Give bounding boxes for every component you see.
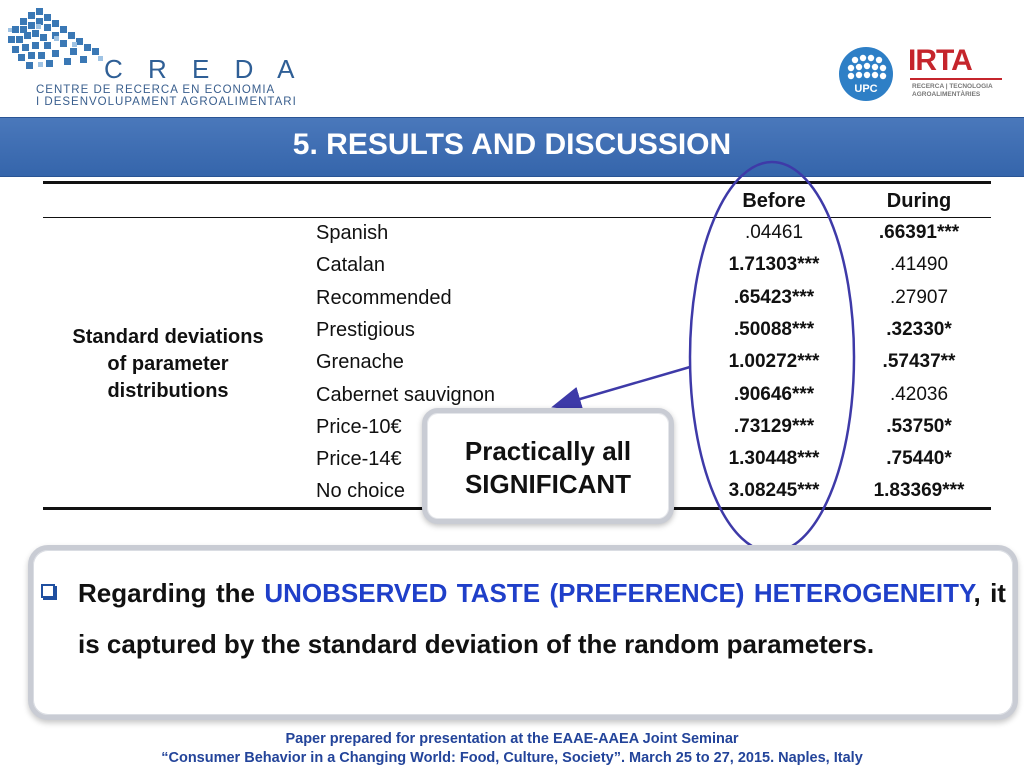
value-before: 1.30448*** [728,448,820,470]
summary-box [28,545,1018,720]
irta-logo-bar [910,78,1002,80]
value-during: .41490 [889,254,949,276]
row-name: Price-10€ [316,415,402,438]
value-during: .53750* [886,415,952,437]
table-row [316,222,986,254]
table-row [316,254,986,286]
value-during: 1.83369*** [873,480,965,502]
creda-subtitle-line: CENTRE DE RECERCA EN ECONOMIA [36,84,276,96]
value-before: 3.08245*** [728,480,820,502]
summary-highlight: TASTE [456,578,541,608]
value-before: .04461 [744,222,804,243]
row-group-label-line: distributions [107,380,229,402]
table-row [316,351,986,383]
value-before: .65423*** [733,286,815,308]
irta-logo-name: IRTA [908,44,972,77]
summary-highlight: UNOBSERVED [264,578,448,608]
row-name: Catalan [316,254,385,277]
callout-box [422,408,674,524]
callout-text [427,435,669,501]
row-name: Prestigious [316,318,415,341]
value-before: 1.71303*** [728,254,820,276]
creda-logo-subtitle [36,84,297,108]
row-name: Spanish [316,222,389,244]
table-header-rule [43,217,991,218]
row-name: Grenache [316,351,404,374]
footer-line-2: “Consumer Behavior in a Changing World: Food, Culture, Society”. March 25 to 27, 2015. Naples, Italy [161,750,863,766]
checkbox-bullet-icon [41,584,55,598]
row-name: Recommended [316,286,452,309]
value-before: .90646*** [733,383,815,405]
upc-logo-text: UPC [854,83,878,95]
summary-text [78,568,1006,670]
row-group-label [52,324,284,405]
summary-highlight: HETEROGENEITY [753,578,974,608]
table-top-rule [43,181,991,184]
page-title: 5. RESULTS AND DISCUSSION [292,128,732,161]
callout-line: Practically all [464,436,632,466]
value-before: .50088*** [733,318,815,340]
summary-rest: , it is captured by the standard deviation of the random parameters. [78,578,1006,659]
value-during: .27907 [889,286,949,308]
value-during: .66391*** [878,222,960,243]
value-during: .75440* [886,448,952,470]
column-header-before: Before [742,190,806,212]
value-during: .42036 [889,383,949,405]
irta-logo-icon [908,46,1004,100]
table-row [316,319,986,351]
row-group-label-line: of parameter [107,353,229,375]
irta-logo-line: AGROALIMENTÀRIES [912,91,981,98]
creda-subtitle-line: I DESENVOLUPAMENT AGROALIMENTARI [36,96,297,108]
column-header-during: During [886,190,952,212]
row-name: No choice [316,480,405,503]
irta-logo-line: RECERCA | TECNOLOGIA [912,83,993,90]
row-name: Cabernet sauvignon [316,383,496,406]
row-name: Price-14€ [316,448,402,471]
value-before: .73129*** [733,415,815,437]
summary-highlight: (PREFERENCE) [549,578,745,608]
value-during: .57437** [882,351,956,373]
summary-word: Regarding [78,578,207,608]
creda-logo-name: C R E D A [104,54,304,84]
creda-logo-icon [8,8,108,72]
value-during: .32330* [886,318,952,340]
row-group-label-line: Standard deviations [72,326,264,348]
table-row [316,287,986,319]
callout-line: SIGNIFICANT [464,469,632,499]
summary-word: the [215,578,255,608]
footer-line-1: Paper prepared for presentation at the EAAE-AAEA Joint Seminar [285,731,739,747]
value-before: 1.00272*** [728,351,820,373]
upc-logo-icon [838,46,894,102]
